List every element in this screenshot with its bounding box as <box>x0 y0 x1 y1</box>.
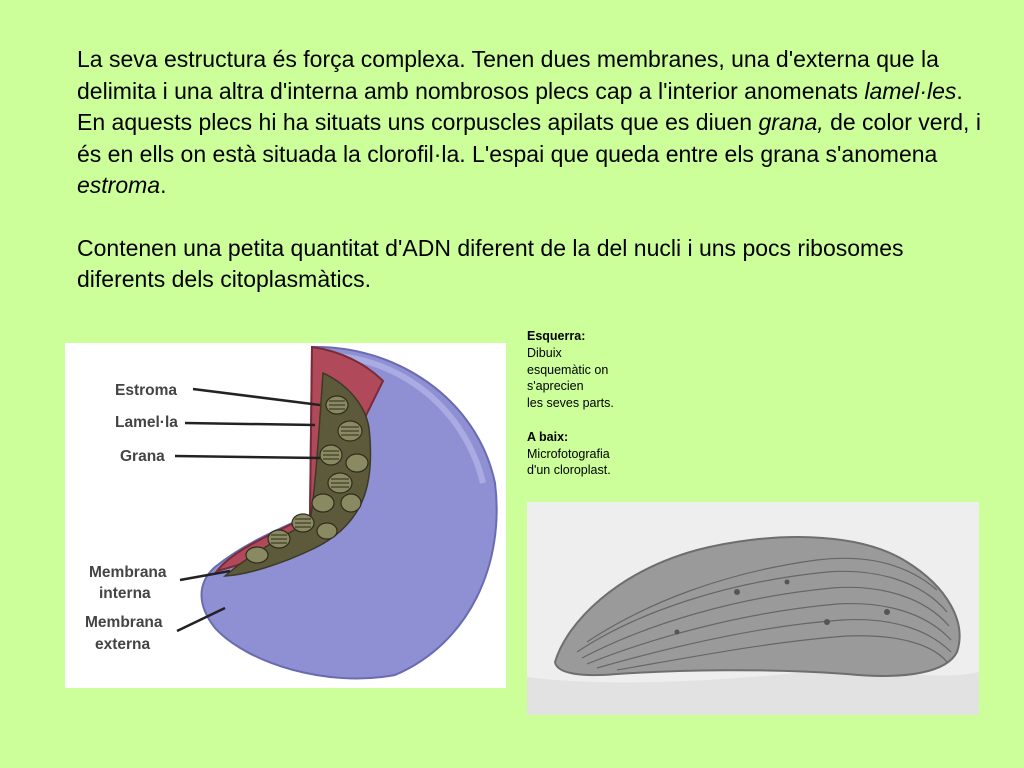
label-estroma: Estroma <box>115 382 178 399</box>
paragraph-dna: Contenen una petita quantitat d'ADN diferent de la del nucli i uns pocs ribosomes diferents dels citoplasmàtics. <box>77 234 904 292</box>
term-estroma: estroma <box>77 172 161 198</box>
caption-left-line: esquemàtic on <box>527 362 609 377</box>
label-membrana-interna-2: interna <box>99 585 151 602</box>
micrograph-drawing <box>527 502 979 715</box>
term-grana: grana, <box>758 109 824 135</box>
caption-below-line: Microfotografia <box>527 446 610 461</box>
chloroplast-micrograph <box>527 502 979 715</box>
label-grana: Grana <box>120 448 165 465</box>
label-membrana-externa-2: externa <box>95 636 151 653</box>
chloroplast-drawing <box>65 343 506 688</box>
caption-left-line: s'aprecien <box>527 379 584 394</box>
caption-below-line: d'un cloroplast. <box>527 463 611 478</box>
main-text <box>77 44 987 296</box>
image-caption <box>527 328 667 479</box>
label-lamella: Lamel·la <box>115 414 178 431</box>
label-membrana-externa-1: Membrana <box>85 614 163 631</box>
caption-left-line: les seves parts. <box>527 396 614 411</box>
paragraph-structure: La seva estructura és força complexa. Tenen dues membranes, una d'externa que la delimita i una altra d'interna amb nombrosos plecs cap a l'interior anomenats lamel·les. En aquests plecs hi ha situats uns corpuscles apilats que es diuen grana, de color verd, i és en ells on està situada la clorofil·la. L'espai que queda entre els grana s'anomena estroma. <box>77 46 981 198</box>
term-lamelles: lamel·les <box>864 77 957 104</box>
label-membrana-interna-1: Membrana <box>89 564 167 581</box>
caption-left-title: Esquerra: <box>527 329 586 343</box>
chloroplast-diagram <box>65 343 506 688</box>
caption-left-line: Dibuix <box>527 345 562 360</box>
caption-below-title: A baix: <box>527 429 569 444</box>
